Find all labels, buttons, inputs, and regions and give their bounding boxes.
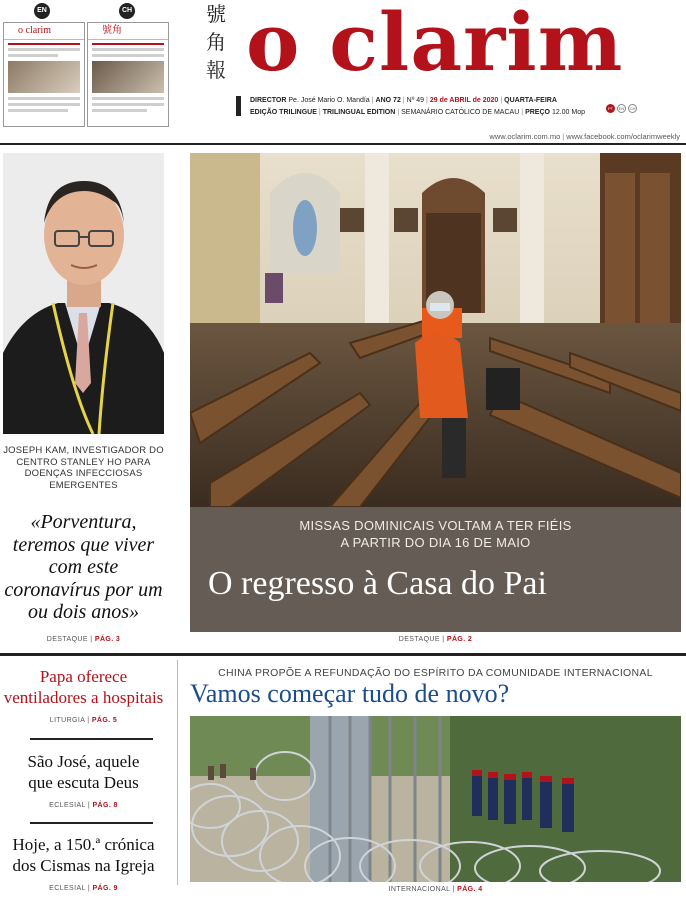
edition-badge-ch: CH (119, 3, 135, 19)
lead-photo-church-interior (190, 153, 681, 507)
thumbnail-logo: o clarim (4, 23, 84, 40)
language-pt-icon: PT (607, 106, 614, 112)
lead-story-banner[interactable] (190, 507, 681, 632)
international-kicker: CHINA PROPÕE A REFUNDAÇÃO DO ESPÍRITO DA COMUNIDADE INTERNACIONAL (218, 667, 653, 679)
side-story-1-title[interactable]: Papa oferece ventiladores a hospitais (3, 667, 164, 707)
lead-kicker-line2: A PARTIR DO DIA 16 DE MAIO (340, 535, 531, 550)
facebook-link[interactable]: www.facebook.com/oclarimweekly (566, 132, 680, 141)
section-rule (0, 653, 686, 656)
side-story-2-page-ref[interactable]: ECLESIAL | PÁG. 8 (49, 802, 118, 809)
info-bar-accent (236, 96, 241, 116)
language-ch-icon: CH (629, 106, 636, 112)
lead-page-ref[interactable]: DESTAQUE | PÁG. 2 (398, 636, 473, 643)
international-photo-border-fence (190, 716, 681, 882)
international-headline[interactable]: Vamos começar tudo de novo? (190, 679, 510, 708)
thumbnail-logo: 號角 (88, 23, 168, 40)
side-divider (30, 738, 153, 740)
issue-info-line: DIRECTOR Pe. José Mario O. Mandía | ANO 72 | Nº 49 | 29 de ABRIL de 2020 | QUARTA-FEIRA (250, 97, 557, 104)
column-divider (177, 660, 178, 885)
edition-thumbnail-ch[interactable] (87, 22, 169, 127)
portrait-photo (3, 153, 164, 434)
chinese-masthead: 號角報 (206, 2, 226, 82)
language-indicators (604, 100, 637, 118)
edition-info-line: EDIÇÃO TRILINGUE | TRILINGUAL EDITION | SEMANÁRIO CATÓLICO DE MACAU | PREÇO 12.00 Mop (250, 109, 586, 116)
newspaper-logo[interactable]: o clarim (246, 0, 624, 89)
lead-kicker-line1: MISSAS DOMINICAIS VOLTAM A TER FIÉIS (299, 518, 572, 533)
international-page-ref[interactable]: INTERNACIONAL | PÁG. 4 (388, 886, 483, 893)
interview-caption: JOSEPH KAM, INVESTIGADOR DO CENTRO STANLEY HO PARA DOENÇAS INFECCIOSAS EMERGENTES (3, 445, 164, 491)
web-links: www.oclarim.com.mo | www.facebook.com/oclarimweekly (489, 132, 680, 141)
interview-quote[interactable]: «Porventura, teremos que viver com este coronavírus por um ou dois anos» (4, 511, 163, 623)
edition-thumbnail-en[interactable] (3, 22, 85, 127)
edition-badge-en: EN (34, 3, 50, 19)
website-link[interactable]: www.oclarim.com.mo (489, 132, 561, 141)
language-en-icon: EN (618, 106, 625, 112)
side-story-3-title[interactable]: Hoje, a 150.ª crónica dos Cismas na Igreja (12, 835, 155, 875)
side-story-2-title[interactable]: São José, aquele que escuta Deus (27, 752, 140, 792)
side-divider (30, 822, 153, 824)
side-story-3-page-ref[interactable]: ECLESIAL | PÁG. 9 (49, 885, 118, 892)
side-story-1-page-ref[interactable]: LITURGIA | PÁG. 5 (49, 717, 118, 724)
lead-headline: O regresso à Casa do Pai (208, 565, 547, 602)
masthead-rule (0, 143, 686, 145)
interview-page-ref[interactable]: DESTAQUE | PÁG. 3 (46, 636, 121, 643)
